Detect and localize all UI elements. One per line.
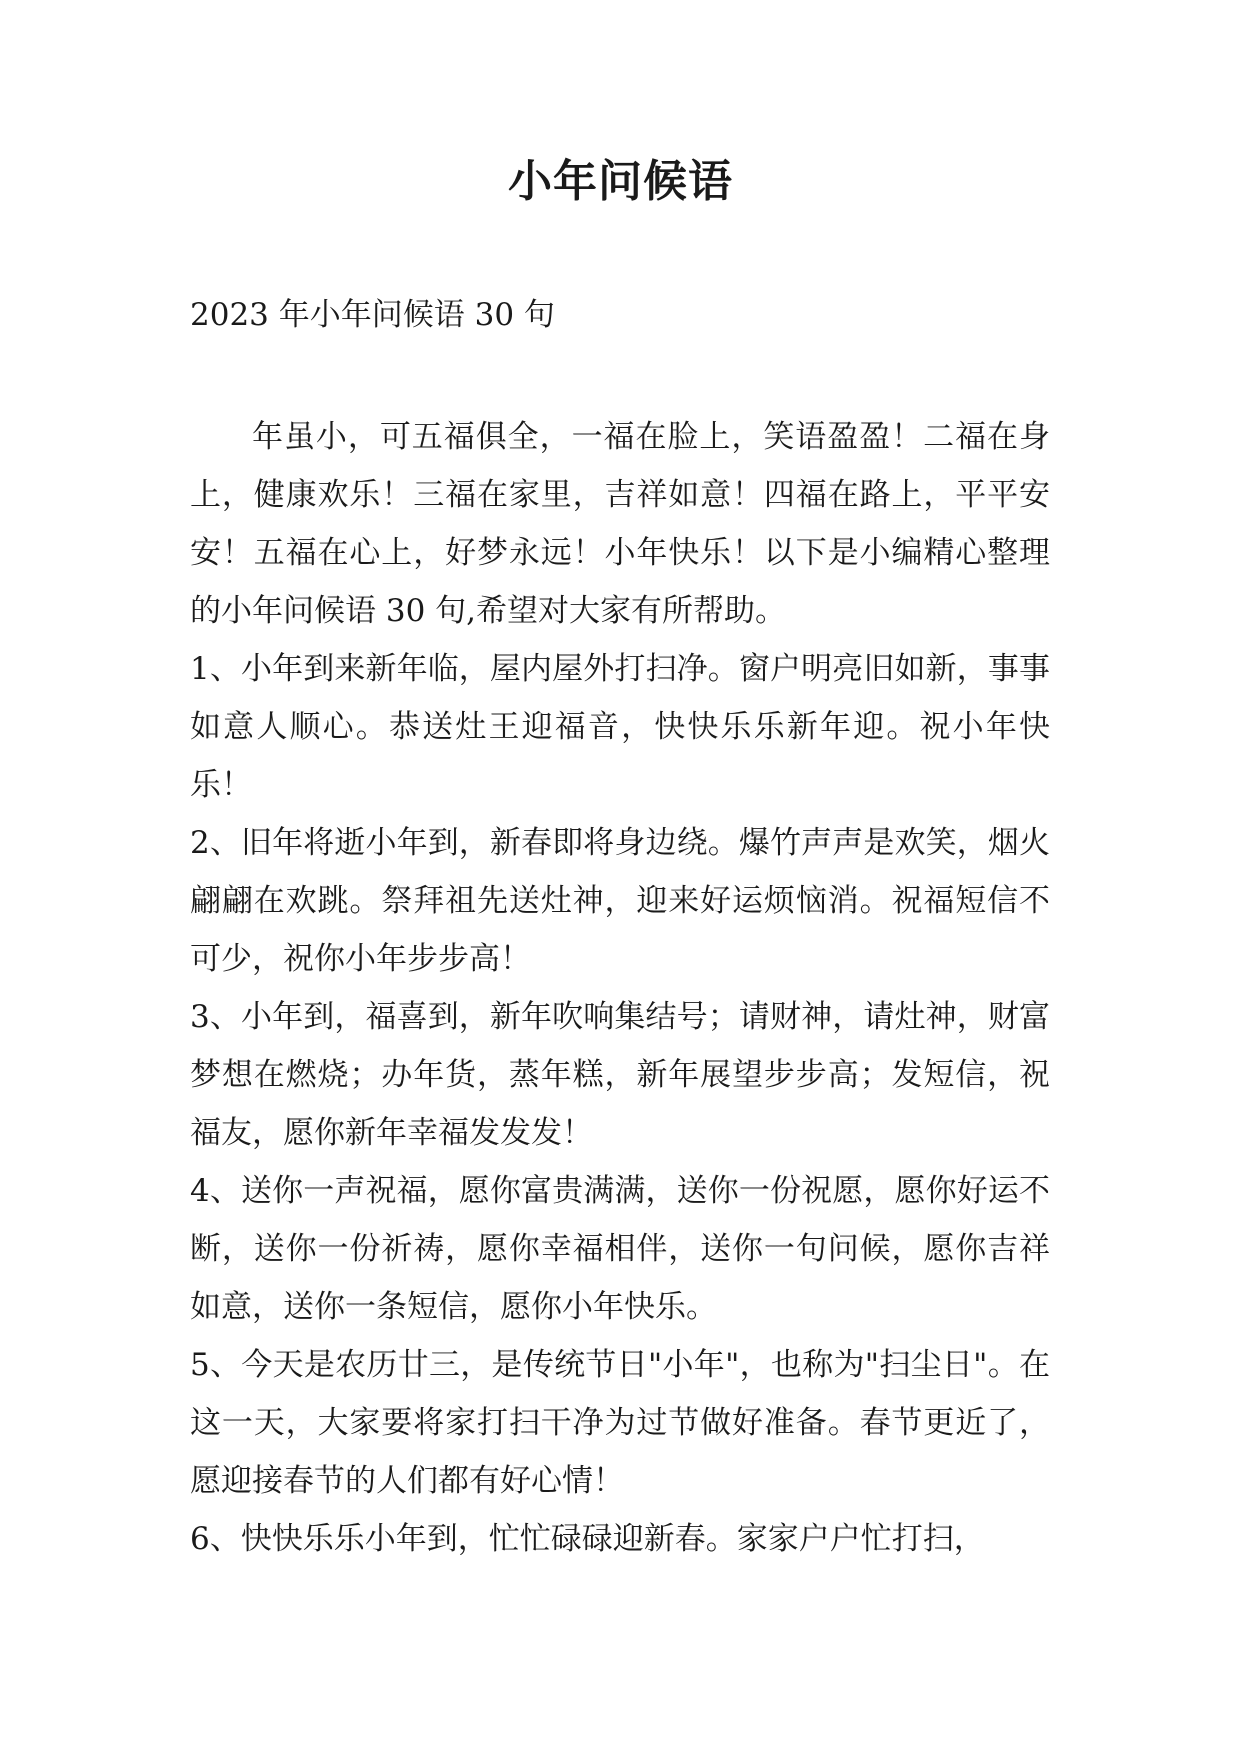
list-item: 1、小年到来新年临，屋内屋外打扫净。窗户明亮旧如新，事事如意人顺心。恭送灶王迎福音，快快乐乐新年迎。祝小年快乐！ <box>190 651 1050 803</box>
list-item: 5、今天是农历廿三，是传统节日"小年"，也称为"扫尘日"。在这一天，大家要将家打扫干净为过节做好准备。春节更近了，愿迎接春节的人们都有好心情！ <box>190 1347 1050 1499</box>
list-item: 4、送你一声祝福，愿你富贵满满，送你一份祝愿，愿你好运不断，送你一份祈祷，愿你幸福相伴，送你一句问候，愿你吉祥如意，送你一条短信，愿你小年快乐。 <box>190 1173 1050 1325</box>
list-item: 6、快快乐乐小年到，忙忙碌碌迎新春。家家户户忙打扫， <box>190 1521 985 1557</box>
list-item: 2、旧年将逝小年到，新春即将身边绕。爆竹声声是欢笑，烟火翩翩在欢跳。祭拜祖先送灶神，迎来好运烦恼消。祝福短信不可少，祝你小年步步高！ <box>190 825 1050 977</box>
document-body <box>190 408 1050 1568</box>
list-item: 3、小年到，福喜到，新年吹响集结号；请财神，请灶神，财富梦想在燃烧；办年货，蒸年糕，新年展望步步高；发短信，祝福友，愿你新年幸福发发发！ <box>190 999 1050 1151</box>
document-title: 小年问候语 <box>508 156 733 207</box>
document-subtitle: 2023 年小年问候语 30 句 <box>190 297 555 333</box>
intro-paragraph: 年虽小，可五福俱全，一福在脸上，笑语盈盈！二福在身上，健康欢乐！三福在家里，吉祥如意！四福在路上，平平安安！五福在心上，好梦永远！小年快乐！以下是小编精心整理的小年问候语 30 句,希望对大家有所帮助。 <box>190 419 1050 629</box>
